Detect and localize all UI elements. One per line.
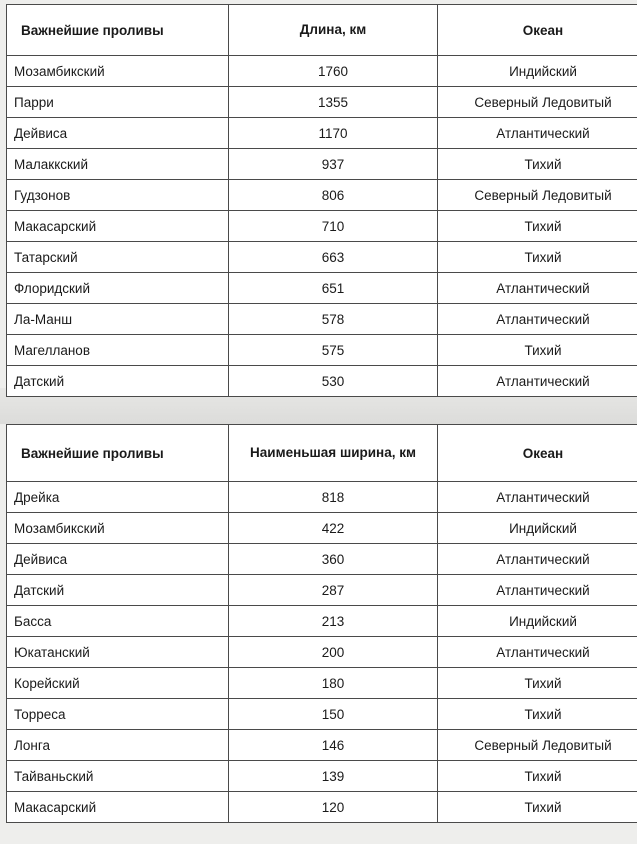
ocean-cell: Тихий [438,211,637,242]
table-row [7,180,637,211]
strait-name-cell: Мозамбикский [7,513,229,544]
value-cell: 360 [229,544,438,575]
strait-name-cell: Юкатанский [7,637,229,668]
value-cell: 1760 [229,56,438,87]
table-row [7,792,637,823]
value-cell: 651 [229,273,438,304]
ocean-cell: Атлантический [438,118,637,149]
ocean-cell: Атлантический [438,304,637,335]
ocean-cell: Атлантический [438,273,637,304]
ocean-cell: Северный Ледовитый [438,180,637,211]
table-row [7,56,637,87]
value-cell: 1355 [229,87,438,118]
table-row [7,544,637,575]
ocean-cell: Тихий [438,792,637,823]
table-row [7,273,637,304]
table-row [7,304,637,335]
header-row [7,5,637,56]
value-cell: 575 [229,335,438,366]
strait-name-cell: Макасарский [7,792,229,823]
strait-name-cell: Гудзонов [7,180,229,211]
column-header-strait: Важнейшие проливы [7,5,229,56]
table-row [7,730,637,761]
ocean-cell: Тихий [438,242,637,273]
table-row [7,211,637,242]
column-header-ocean: Океан [438,425,637,482]
straits-width-table [6,424,637,823]
strait-name-cell: Дейвиса [7,544,229,575]
table-row [7,575,637,606]
value-cell: 806 [229,180,438,211]
value-cell: 120 [229,792,438,823]
value-cell: 150 [229,699,438,730]
ocean-cell: Северный Ледовитый [438,87,637,118]
ocean-cell: Тихий [438,668,637,699]
table-row [7,87,637,118]
ocean-cell: Индийский [438,513,637,544]
ocean-cell: Северный Ледовитый [438,730,637,761]
ocean-cell: Атлантический [438,366,637,397]
value-cell: 287 [229,575,438,606]
value-cell: 213 [229,606,438,637]
table-row [7,699,637,730]
ocean-cell: Атлантический [438,637,637,668]
value-cell: 663 [229,242,438,273]
value-cell: 818 [229,482,438,513]
strait-name-cell: Лонга [7,730,229,761]
column-header-strait: Важнейшие проливы [7,425,229,482]
strait-name-cell: Датский [7,575,229,606]
table-row [7,761,637,792]
strait-name-cell: Флоридский [7,273,229,304]
strait-name-cell: Магелланов [7,335,229,366]
ocean-cell: Индийский [438,606,637,637]
strait-name-cell: Дрейка [7,482,229,513]
ocean-cell: Индийский [438,56,637,87]
value-cell: 139 [229,761,438,792]
ocean-cell: Тихий [438,149,637,180]
strait-name-cell: Дейвиса [7,118,229,149]
table-row [7,335,637,366]
ocean-cell: Тихий [438,335,637,366]
table-row [7,242,637,273]
ocean-cell: Тихий [438,761,637,792]
value-cell: 530 [229,366,438,397]
straits-length-table [6,4,637,397]
table-row [7,149,637,180]
strait-name-cell: Ла-Манш [7,304,229,335]
strait-name-cell: Торреса [7,699,229,730]
table-row [7,606,637,637]
column-header-ocean: Океан [438,5,637,56]
value-cell: 937 [229,149,438,180]
strait-name-cell: Тайваньский [7,761,229,792]
strait-name-cell: Малаккский [7,149,229,180]
strait-name-cell: Басса [7,606,229,637]
value-cell: 710 [229,211,438,242]
value-cell: 578 [229,304,438,335]
strait-name-cell: Парри [7,87,229,118]
table-row [7,637,637,668]
ocean-cell: Атлантический [438,544,637,575]
table-row [7,482,637,513]
strait-name-cell: Корейский [7,668,229,699]
table-row [7,118,637,149]
ocean-cell: Атлантический [438,575,637,606]
table-row [7,668,637,699]
column-header-width: Наименьшая ширина, км [229,425,438,482]
value-cell: 1170 [229,118,438,149]
strait-name-cell: Мозамбикский [7,56,229,87]
ocean-cell: Атлантический [438,482,637,513]
value-cell: 146 [229,730,438,761]
header-row [7,425,637,482]
strait-name-cell: Макасарский [7,211,229,242]
value-cell: 422 [229,513,438,544]
value-cell: 180 [229,668,438,699]
ocean-cell: Тихий [438,699,637,730]
table-row [7,366,637,397]
value-cell: 200 [229,637,438,668]
strait-name-cell: Татарский [7,242,229,273]
strait-name-cell: Датский [7,366,229,397]
table-row [7,513,637,544]
column-header-length: Длина, км [229,5,438,56]
